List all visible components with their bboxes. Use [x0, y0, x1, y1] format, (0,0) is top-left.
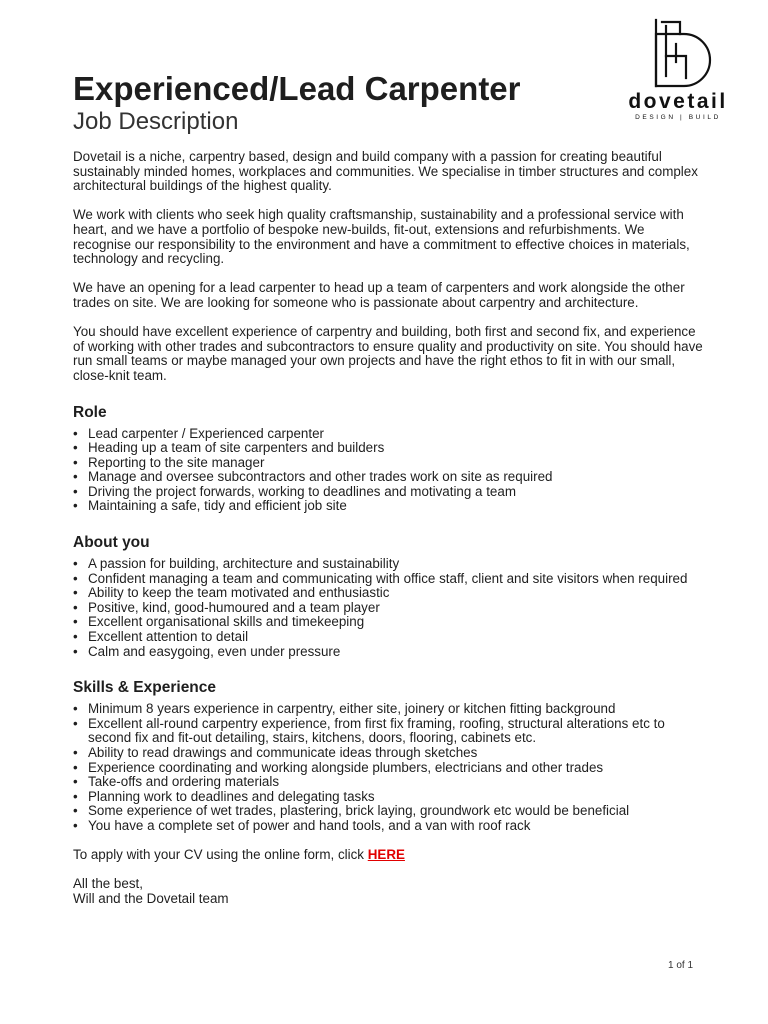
apply-link[interactable]: HERE: [367, 847, 405, 863]
apply-text: To apply with your CV using the online form, click: [73, 847, 368, 863]
page-subtitle: Job Description: [73, 108, 239, 135]
opening-paragraph: We have an opening for a lead carpenter to head up a team of carpenters and work alongside the other trades on site. We are looking for someone who is passionate about carpentry and architecture.: [73, 280, 685, 310]
list-item: • Ability to keep the team motivated and enthusiastic: [88, 586, 703, 601]
list-item: • A passion for building, architecture and sustainability: [88, 557, 703, 572]
sign-off-signature: Will and the Dovetail team: [73, 890, 229, 906]
page-number: 1 of 1: [668, 960, 694, 971]
role-list: [73, 427, 703, 515]
section-heading-about-you: About you: [73, 534, 150, 552]
document-body: [73, 150, 703, 907]
experience-paragraph: You should have excellent experience of carpentry and building, both first and second fix, and experience of working with other trades and subcontractors to ensure quality and productivity on site. You should have run small teams or maybe managed your own projects and have the right ethos to fit in with our small, close-knit team.: [73, 324, 703, 383]
list-item: • Excellent organisational skills and timekeeping: [88, 615, 703, 630]
page-title: Experienced/Lead Carpenter: [73, 70, 521, 107]
list-item: • Some experience of wet trades, plastering, brick laying, groundwork etc would be beneficial: [88, 804, 703, 819]
clients-paragraph: We work with clients who seek high quality craftsmanship, sustainability and a professional service with heart, and we have a portfolio of bespoke new-builds, fit-out, extensions and refurbishments. We recognise our responsibility to the environment and have a commitment to effective choices in materials, technology and recycling.: [73, 207, 690, 267]
apply-line: [73, 848, 703, 863]
list-item: • Lead carpenter / Experienced carpenter: [88, 427, 703, 442]
list-item: • Minimum 8 years experience in carpentry, either site, joinery or kitchen fitting background: [88, 702, 703, 717]
skills-list: [73, 702, 703, 833]
list-item: • Experience coordinating and working alongside plumbers, electricians and other trades: [88, 761, 703, 776]
section-heading-skills: Skills & Experience: [73, 679, 217, 697]
section-heading-role: Role: [73, 403, 107, 421]
logo-wordmark: dovetail: [628, 90, 728, 113]
dovetail-mark-icon: [622, 16, 734, 88]
list-item: • Driving the project forwards, working to deadlines and motivating a team: [88, 485, 703, 500]
list-item: • Positive, kind, good-humoured and a team player: [88, 601, 703, 616]
dovetail-logo: [622, 16, 734, 128]
list-item: • Ability to read drawings and communicate ideas through sketches: [88, 746, 703, 761]
logo-tagline: DESIGN | BUILD: [635, 114, 721, 121]
list-item: • Take-offs and ordering materials: [88, 775, 703, 790]
list-item: • Planning work to deadlines and delegating tasks: [88, 790, 703, 805]
list-item: • Excellent all-round carpentry experience, from first fix framing, roofing, structural alterations etc to second fix and fit-out detailing, stairs, kitchens, doors, flooring, cabinets etc.: [88, 717, 703, 746]
sign-off-greeting: All the best,: [73, 876, 143, 892]
list-item: • Confident managing a team and communicating with office staff, client and site visitors when required: [88, 572, 703, 587]
list-item: • Excellent attention to detail: [88, 630, 703, 645]
about-you-list: [73, 557, 703, 659]
intro-paragraph: Dovetail is a niche, carpentry based, design and build company with a passion for creating beautiful sustainably minded homes, workplaces and communities. We specialise in timber structures and complex architectural buildings of the highest quality.: [73, 149, 698, 194]
list-item: • Manage and oversee subcontractors and other trades work on site as required: [88, 470, 703, 485]
list-item: • Calm and easygoing, even under pressure: [88, 645, 703, 660]
list-item: • Reporting to the site manager: [88, 456, 703, 471]
sign-off: [73, 877, 703, 906]
list-item: • Maintaining a safe, tidy and efficient job site: [88, 499, 703, 514]
list-item: • You have a complete set of power and hand tools, and a van with roof rack: [88, 819, 703, 834]
list-item: • Heading up a team of site carpenters and builders: [88, 441, 703, 456]
